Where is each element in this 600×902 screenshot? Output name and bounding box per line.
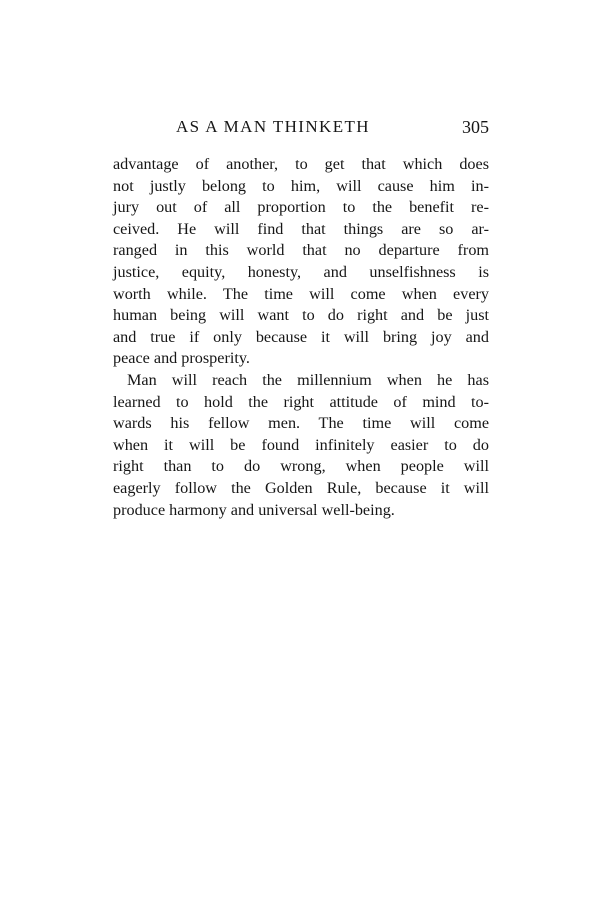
running-title: AS A MAN THINKETH	[176, 117, 370, 136]
text-line: wards his fellow men. The time will come	[113, 414, 489, 433]
text-line: advantage of another, to get that which does	[113, 155, 489, 173]
text-line: worth while. The time will come when every	[113, 284, 489, 303]
paragraph	[113, 154, 489, 370]
text-line: eagerly follow the Golden Rule, because it will	[113, 478, 489, 497]
text-line: right than to do wrong, when people will	[113, 457, 489, 476]
text-line: ceived. He will find that things are so ar-	[113, 219, 489, 238]
text-line: and true if only because it will bring joy and	[113, 327, 489, 346]
text-line: produce harmony and universal well-being.	[113, 500, 395, 519]
text-line: when it will be found infinitely easier to do	[113, 435, 489, 454]
page-number: 305	[462, 117, 489, 137]
text-line: Man will reach the millennium when he has	[127, 370, 489, 389]
paragraph	[113, 370, 489, 521]
text-line: jury out of all proportion to the benefit re-	[113, 198, 489, 217]
text-line: not justly belong to him, will cause him in-	[113, 176, 489, 195]
page-body	[113, 154, 489, 521]
text-line: ranged in this world that no departure from	[113, 241, 489, 260]
text-line: human being will want to do right and be just	[113, 306, 489, 325]
text-line: learned to hold the right attitude of mind to-	[113, 392, 489, 411]
text-line: justice, equity, honesty, and unselfishness is	[113, 262, 489, 281]
running-header	[176, 117, 489, 141]
text-line: peace and prosperity.	[113, 349, 250, 368]
